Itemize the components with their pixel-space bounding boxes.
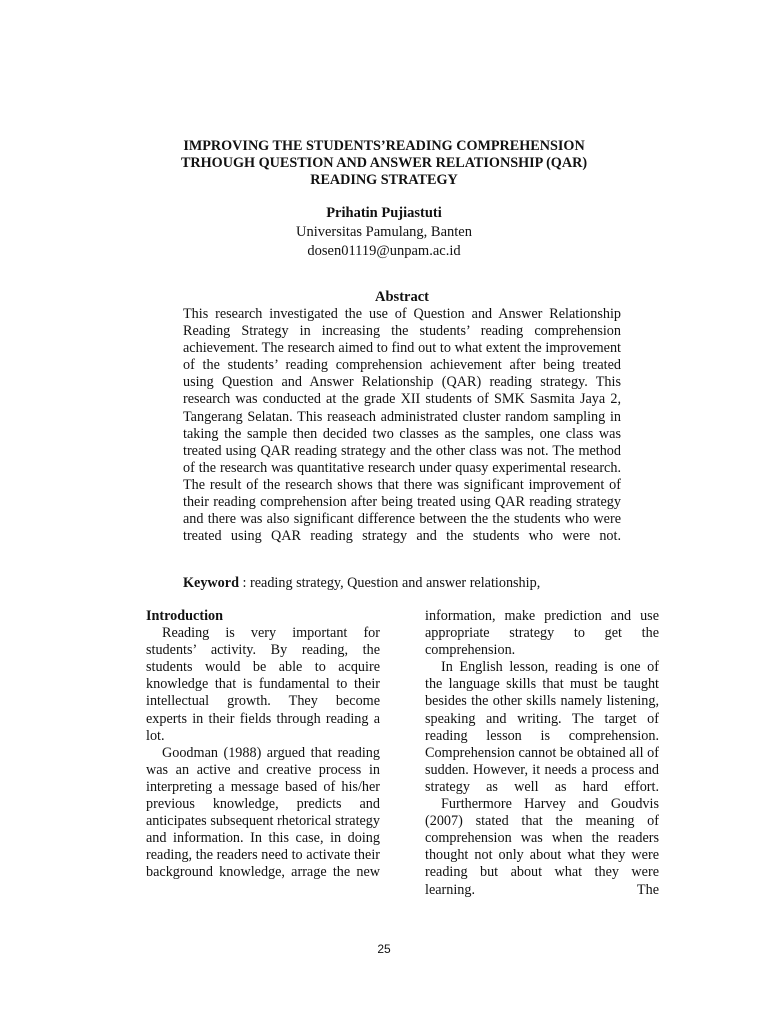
- page-number: 25: [377, 942, 391, 956]
- abstract-heading: Abstract: [375, 289, 429, 305]
- right-column: [425, 608, 659, 899]
- keyword-line: [183, 575, 621, 592]
- introduction-heading: Introduction: [146, 608, 223, 624]
- title-line-3: READING STRATEGY: [310, 172, 458, 188]
- intro-paragraph-2: Goodman (1988) argued that reading was an active and creative process in interpreting a message based of his/her previous knowledge, predicts and anticipates subsequent rhetorical strategy and information. In this case, in doing reading, the readers need to activate their background knowledge, arrage the new: [146, 744, 380, 881]
- author-affiliation: Universitas Pamulang, Banten: [296, 224, 472, 240]
- paper-title: [150, 138, 618, 189]
- left-column: [146, 608, 380, 882]
- intro-paragraph-4: In English lesson, reading is one of the language skills that must be taught besides the other skills namely listening, speaking and writing. The target of reading lesson is comprehension. Comprehension cannot be obtained all of sudden. However, it needs a process and strategy as well as hard effort.: [425, 659, 659, 795]
- intro-paragraph-5: Furthermore Harvey and Goudvis (2007) stated that the meaning of comprehension was when the readers thought not only about what they were reading but about what they were learning. The: [425, 796, 659, 898]
- title-line-1: IMPROVING THE STUDENTS’READING COMPREHENSION: [183, 138, 585, 154]
- keyword-label: Keyword: [183, 575, 239, 591]
- author-email: dosen01119@unpam.ac.id: [307, 243, 461, 259]
- abstract-body: This research investigated the use of Question and Answer Relationship Reading Strategy in increasing the students’ reading comprehension achievement. The research aimed to find out to what extent the improvement of the students’ reading comprehension achievement after being treated using Question and Answer Relationship (QAR) reading strategy. This research was conducted at the grade XII students of SMK Sasmita Jaya 2, Tangerang Selatan. This reaseach administrated cluster random sampling in taking the sample then decided two classes as the samples, one class was treated using QAR reading strategy and the other class was not. The method of the research was quantitative research under quasy experimental research. The result of the research shows that there was significant improvement of their reading comprehension after being treated using QAR reading strategy and there was also significant difference between the the students who were treated using QAR reading strategy and the students who were not.: [183, 306, 621, 545]
- title-line-2: TRHOUGH QUESTION AND ANSWER RELATIONSHIP (QAR): [180, 155, 588, 171]
- keyword-text: : reading strategy, Question and answer relationship,: [238, 575, 541, 591]
- intro-paragraph-3: information, make prediction and use appropriate strategy to get the comprehension.: [425, 608, 659, 659]
- author-block: [250, 204, 518, 261]
- author-name: Prihatin Pujiastuti: [326, 205, 442, 221]
- intro-paragraph-1: Reading is very important for students’ activity. By reading, the students would be able to acquire knowledge that is fundamental to their intellectual growth. They become experts in their fields through reading a lot.: [146, 625, 380, 744]
